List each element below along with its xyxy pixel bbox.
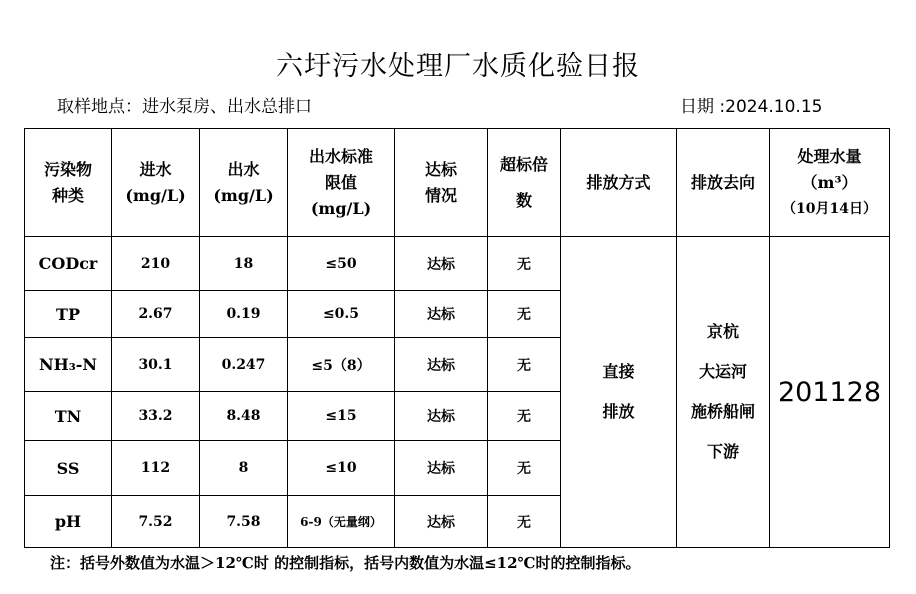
inflow-value: 210 bbox=[112, 237, 200, 291]
table-row bbox=[25, 237, 890, 291]
pollutant-name: SS bbox=[25, 441, 112, 496]
header-limit: 出水标准 限值 (mg/L) bbox=[288, 129, 395, 237]
exceed-value: 无 bbox=[488, 237, 561, 291]
limit-value: ≤0.5 bbox=[288, 291, 395, 338]
report-date: 日期 :2024.10.15 bbox=[680, 97, 823, 117]
header-method: 排放方式 bbox=[561, 129, 677, 237]
pollutant-name: TN bbox=[25, 392, 112, 441]
sampling-location: 取样地点：进水泵房、出水总排口 bbox=[57, 97, 312, 117]
inflow-value: 30.1 bbox=[112, 338, 200, 392]
exceed-value: 无 bbox=[488, 338, 561, 392]
header-row bbox=[25, 129, 890, 237]
limit-value: ≤5（8） bbox=[288, 338, 395, 392]
pollutant-name: TP bbox=[25, 291, 112, 338]
exceed-value: 无 bbox=[488, 441, 561, 496]
inflow-value: 33.2 bbox=[112, 392, 200, 441]
inflow-value: 112 bbox=[112, 441, 200, 496]
status-value: 达标 bbox=[395, 291, 488, 338]
treated-volume: 201128 bbox=[770, 237, 890, 548]
header-pollutant: 污染物 种类 bbox=[25, 129, 112, 237]
limit-value: 6-9（无量纲） bbox=[288, 496, 395, 548]
discharge-method: 直接 排放 bbox=[561, 237, 677, 548]
status-value: 达标 bbox=[395, 338, 488, 392]
outflow-value: 0.247 bbox=[200, 338, 288, 392]
header-exceed: 超标倍 数 bbox=[488, 129, 561, 237]
limit-value: ≤50 bbox=[288, 237, 395, 291]
footnote: 注：括号外数值为水温＞12℃时 的控制指标，括号内数值为水温≤12℃时的控制指标。 bbox=[50, 554, 641, 572]
pollutant-name: pH bbox=[25, 496, 112, 548]
outflow-value: 0.19 bbox=[200, 291, 288, 338]
report-title: 六圩污水处理厂水质化验日报 bbox=[276, 51, 640, 82]
outflow-value: 7.58 bbox=[200, 496, 288, 548]
header-outflow: 出水 (mg/L) bbox=[200, 129, 288, 237]
status-value: 达标 bbox=[395, 496, 488, 548]
header-destination: 排放去向 bbox=[677, 129, 770, 237]
exceed-value: 无 bbox=[488, 496, 561, 548]
status-value: 达标 bbox=[395, 392, 488, 441]
header-inflow: 进水 (mg/L) bbox=[112, 129, 200, 237]
inflow-value: 7.52 bbox=[112, 496, 200, 548]
outflow-value: 8.48 bbox=[200, 392, 288, 441]
outflow-value: 18 bbox=[200, 237, 288, 291]
exceed-value: 无 bbox=[488, 392, 561, 441]
status-value: 达标 bbox=[395, 237, 488, 291]
inflow-value: 2.67 bbox=[112, 291, 200, 338]
outflow-value: 8 bbox=[200, 441, 288, 496]
pollutant-name: NH₃-N bbox=[25, 338, 112, 392]
header-volume: 处理水量 （m³） （10月14日） bbox=[770, 129, 890, 237]
exceed-value: 无 bbox=[488, 291, 561, 338]
water-quality-table bbox=[24, 128, 890, 548]
pollutant-name: CODcr bbox=[25, 237, 112, 291]
limit-value: ≤10 bbox=[288, 441, 395, 496]
status-value: 达标 bbox=[395, 441, 488, 496]
limit-value: ≤15 bbox=[288, 392, 395, 441]
discharge-destination: 京杭 大运河 施桥船闸 下游 bbox=[677, 237, 770, 548]
header-status: 达标 情况 bbox=[395, 129, 488, 237]
